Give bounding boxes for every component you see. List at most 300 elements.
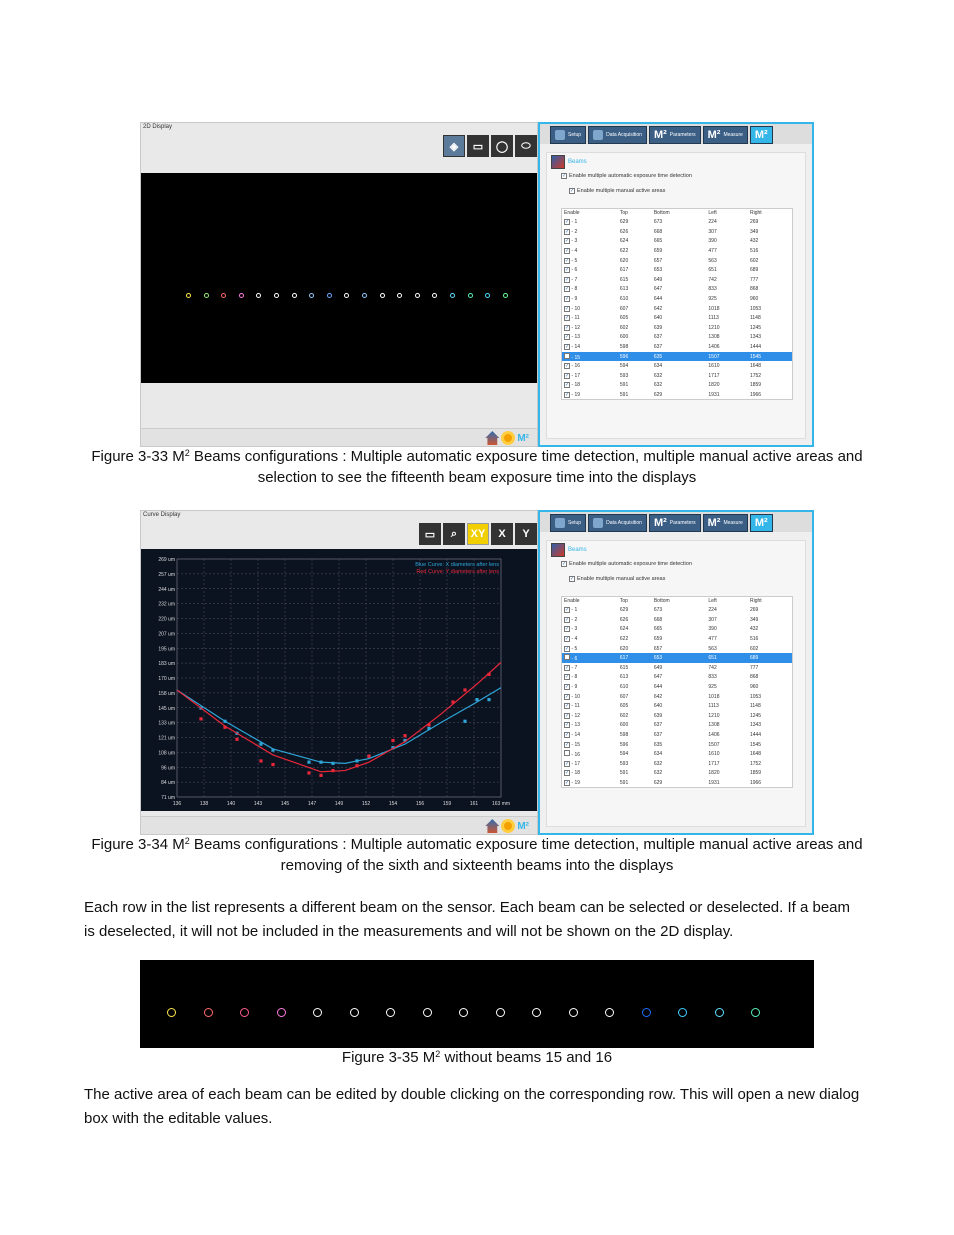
- row-checkbox[interactable]: ✓: [565, 732, 570, 739]
- table-cell: 653: [653, 267, 663, 274]
- table-cell: 1820: [708, 382, 720, 389]
- table-row[interactable]: [562, 769, 793, 779]
- table-row[interactable]: [562, 227, 793, 237]
- row-checkbox[interactable]: ✓: [565, 334, 570, 341]
- table-cell: 602: [749, 645, 759, 652]
- beam-spot: [678, 1008, 687, 1017]
- table-cell: 777: [749, 664, 759, 671]
- table-cell: 516: [749, 636, 759, 643]
- beams-table: [561, 596, 793, 788]
- row-checkbox[interactable]: ✓: [565, 636, 570, 643]
- table-cell: 600: [619, 334, 629, 341]
- table-cell: 624: [619, 238, 629, 245]
- y-icon[interactable]: Y: [515, 523, 537, 545]
- row-checkbox[interactable]: ✓: [565, 276, 570, 283]
- table-cell: 637: [653, 722, 663, 729]
- image-icon[interactable]: ◈: [443, 135, 465, 157]
- table-cell: 665: [653, 238, 663, 245]
- row-checkbox[interactable]: ✓: [565, 770, 570, 777]
- data-point: [451, 700, 454, 703]
- table-cell: 659: [653, 248, 663, 255]
- tab-bar: [540, 512, 812, 532]
- table-row[interactable]: [562, 625, 793, 635]
- table-row[interactable]: [562, 265, 793, 275]
- enable-cell: ✓ - 5: [565, 257, 578, 264]
- table-cell: 640: [653, 703, 663, 710]
- beams-icon: [551, 543, 565, 557]
- table-row[interactable]: [562, 740, 793, 750]
- table-cell: 1113: [708, 315, 719, 322]
- m2-icon[interactable]: M²: [517, 820, 529, 832]
- column-header: Left: [708, 598, 717, 605]
- curve-chart: [141, 549, 538, 811]
- m2-icon[interactable]: M²: [517, 432, 529, 444]
- caption-text: Beams configurations : Multiple automatic exposure time detection, multiple manual active areas and removing of the sixth and sixteenth beams into the displays: [189, 836, 863, 874]
- beam-spot: [313, 1008, 322, 1017]
- row-checkbox[interactable]: ✓: [565, 712, 570, 719]
- table-cell: 269: [749, 219, 759, 226]
- row-checkbox[interactable]: [564, 750, 570, 756]
- row-checkbox[interactable]: ✓: [565, 741, 570, 748]
- print-icon[interactable]: ▭: [419, 523, 441, 545]
- tab-setup[interactable]: [550, 126, 586, 144]
- table-row[interactable]: [562, 615, 793, 625]
- table-cell: 742: [708, 276, 717, 283]
- table-cell: 626: [619, 616, 629, 623]
- table-cell: 1717: [708, 372, 720, 379]
- table-row[interactable]: [562, 749, 793, 759]
- y-tick-label: 71 um: [161, 795, 175, 801]
- table-cell: 632: [653, 760, 663, 767]
- x-tick-label: 152: [361, 801, 371, 807]
- table-cell: 925: [708, 296, 717, 303]
- table-cell: 1545: [748, 352, 793, 362]
- table-cell: 349: [749, 228, 759, 235]
- table-row[interactable]: [562, 218, 793, 228]
- table-row[interactable]: [562, 323, 793, 333]
- beams-group: [546, 540, 806, 827]
- table-cell: 432: [749, 626, 759, 633]
- table-cell: 1859: [749, 382, 762, 389]
- target-icon[interactable]: [501, 431, 515, 445]
- beam-spot: [362, 293, 367, 298]
- x-tick-label: 145: [280, 801, 290, 807]
- enable-cell: ✓ - 16: [565, 363, 581, 370]
- table-cell: 596: [618, 352, 652, 362]
- row-checkbox[interactable]: ✓: [565, 344, 570, 351]
- table-cell: 622: [619, 636, 629, 643]
- data-point: [307, 761, 310, 764]
- tab-m2[interactable]: [750, 514, 773, 532]
- beams-group: [546, 152, 806, 439]
- table-cell: 610: [619, 684, 629, 691]
- row-checkbox[interactable]: ✓: [565, 607, 570, 614]
- table-cell: 593: [619, 760, 629, 767]
- row-checkbox[interactable]: ✓: [565, 645, 570, 652]
- status-bar: [141, 816, 538, 834]
- beam-spot: [642, 1008, 651, 1017]
- table-cell: 689: [748, 653, 793, 663]
- row-checkbox[interactable]: ✓: [565, 296, 570, 303]
- table-cell: 689: [749, 267, 759, 274]
- auto-exposure-checkbox[interactable]: ✓ Enable multiple automatic exposure time detection: [562, 561, 692, 567]
- row-checkbox[interactable]: ✓: [565, 315, 570, 322]
- table-cell: 1018: [708, 305, 720, 312]
- table-cell: 642: [653, 693, 663, 700]
- table-cell: 833: [708, 286, 717, 293]
- manual-areas-checkbox[interactable]: ✓ Enable multiple manual active areas: [570, 188, 666, 194]
- y-tick-label: 195 um: [158, 646, 175, 653]
- enable-cell: ✓ - 13: [565, 334, 581, 341]
- row-checkbox[interactable]: ✓: [565, 363, 570, 370]
- table-cell: 591: [619, 391, 629, 398]
- table-cell: 629: [619, 219, 629, 226]
- table-row[interactable]: [562, 352, 793, 362]
- auto-exposure-checkbox[interactable]: ✓ Enable multiple automatic exposure time detection: [562, 173, 692, 179]
- table-cell: 1610: [708, 363, 720, 370]
- row-checkbox[interactable]: ✓: [565, 722, 570, 729]
- table-cell: 1053: [749, 693, 762, 700]
- table-cell: 617: [619, 267, 629, 274]
- checkbox-label: Enable multiple automatic exposure time detection: [569, 173, 692, 179]
- column-header: Bottom: [653, 210, 670, 217]
- table-row[interactable]: [562, 653, 793, 663]
- tab-label: Parameters: [669, 132, 696, 138]
- xy-icon[interactable]: XY: [467, 523, 489, 545]
- row-checkbox[interactable]: ✓: [565, 779, 570, 786]
- enable-cell: ✓ - 10: [565, 693, 581, 700]
- tab-data-acquisition[interactable]: [588, 126, 647, 144]
- row-checkbox[interactable]: ✓: [565, 693, 570, 700]
- x-tick-label: 161: [469, 801, 479, 807]
- enable-cell: ✓ - 8: [565, 674, 578, 681]
- home-icon[interactable]: [485, 431, 499, 445]
- fig34-caption: [90, 834, 864, 876]
- table-cell: 665: [653, 626, 663, 633]
- table-cell: 960: [749, 296, 759, 303]
- table-cell: 637: [653, 344, 663, 351]
- row-checkbox[interactable]: ✓: [565, 238, 570, 245]
- x-tick-label: 154: [388, 801, 398, 807]
- legend-red: Red Curve: Y diameters after lens: [416, 569, 499, 575]
- row-checkbox[interactable]: ✓: [565, 626, 570, 633]
- enable-cell: ✓ - 6: [565, 267, 578, 274]
- circle-icon[interactable]: ◯: [491, 135, 513, 157]
- tab-measure[interactable]: [703, 126, 748, 144]
- table-row[interactable]: [562, 711, 793, 721]
- table-row[interactable]: [562, 730, 793, 740]
- table-cell: 605: [619, 315, 629, 322]
- row-checkbox[interactable]: ✓: [565, 684, 570, 691]
- table-cell: 617: [618, 653, 652, 663]
- table-row[interactable]: [562, 381, 793, 391]
- row-checkbox[interactable]: ✓: [565, 257, 570, 264]
- paragraph-beam-selection: Each row in the list represents a different beam on the sensor. Each beam can be selected or deselected. If a beam is deselected, it will not be included in the measurements and will not be shown on the 2D display.: [84, 899, 851, 940]
- table-cell: 563: [708, 645, 717, 652]
- table-row[interactable]: [562, 634, 793, 644]
- tab-parameters[interactable]: [649, 126, 701, 144]
- y-tick-label: 108 um: [158, 750, 175, 757]
- beam-spot: [423, 1008, 432, 1017]
- y-tick-label: 257 um: [158, 571, 175, 578]
- row-checkbox[interactable]: [564, 654, 570, 660]
- table-row[interactable]: [562, 721, 793, 731]
- fig33-caption: [90, 446, 864, 488]
- table-cell: 657: [653, 645, 663, 652]
- row-checkbox[interactable]: ✓: [565, 674, 570, 681]
- caption-text: Figure 3-35 M: [341, 1049, 436, 1066]
- table-cell: 629: [619, 607, 629, 614]
- table-row[interactable]: [562, 246, 793, 256]
- y-tick-label: 244 um: [158, 586, 175, 593]
- tab-m2: M²: [707, 129, 721, 141]
- enable-cell: ✓ - 12: [565, 324, 581, 331]
- table-cell: 657: [653, 257, 663, 264]
- beam-spot: [327, 293, 332, 298]
- table-cell: 637: [653, 732, 663, 739]
- table-cell: 224: [708, 607, 717, 614]
- beam-spot: [432, 293, 437, 298]
- data-point: [355, 764, 358, 767]
- table-cell: 629: [653, 779, 663, 786]
- table-cell: 668: [653, 228, 663, 235]
- row-checkbox[interactable]: ✓: [565, 248, 570, 255]
- table-cell: 591: [619, 779, 629, 786]
- table-cell: 1148: [749, 315, 761, 322]
- table-row[interactable]: [562, 606, 793, 616]
- beam-spot: [532, 1008, 541, 1017]
- table-cell: 960: [749, 684, 759, 691]
- caption-sup: 2: [184, 836, 190, 846]
- tab-setup[interactable]: [550, 514, 586, 532]
- data-point: [235, 738, 238, 741]
- data-point: [391, 739, 394, 742]
- beam-spot: [274, 293, 279, 298]
- table-cell: 390: [708, 626, 717, 633]
- table-row[interactable]: [562, 285, 793, 295]
- table-cell: 1245: [749, 324, 762, 331]
- enable-cell: ✓ - 2: [565, 228, 578, 235]
- table-row[interactable]: [562, 778, 793, 788]
- beam-spot: [605, 1008, 614, 1017]
- row-checkbox[interactable]: ✓: [565, 616, 570, 623]
- table-cell: 1406: [708, 732, 720, 739]
- tab-label: Data Acquisition: [606, 520, 642, 526]
- beam-spot: [239, 293, 244, 298]
- y-tick-label: 183 um: [158, 661, 175, 668]
- table-row[interactable]: [562, 759, 793, 769]
- table-row[interactable]: [562, 663, 793, 673]
- data-point: [307, 771, 310, 774]
- row-checkbox[interactable]: ✓: [565, 372, 570, 379]
- table-row[interactable]: [562, 390, 793, 400]
- table-cell: 1053: [749, 305, 762, 312]
- beam-spot: [186, 293, 191, 298]
- table-row[interactable]: [562, 313, 793, 323]
- row-checkbox[interactable]: ✓: [565, 219, 570, 226]
- table-cell: 1308: [708, 334, 720, 341]
- data-point: [403, 734, 406, 737]
- table-row[interactable]: [562, 333, 793, 343]
- row-checkbox[interactable]: ✓: [565, 267, 570, 274]
- table-cell: 626: [619, 228, 629, 235]
- data-point: [199, 717, 202, 720]
- tab-measure[interactable]: [703, 514, 748, 532]
- tab-data-acquisition[interactable]: [588, 514, 647, 532]
- table-cell: 651: [708, 267, 717, 274]
- enable-cell: ✓ - 2: [565, 616, 578, 623]
- table-cell: 598: [619, 732, 629, 739]
- row-checkbox[interactable]: ✓: [565, 703, 570, 710]
- column-header: Top: [619, 598, 628, 605]
- enable-cell: ✓ - 18: [565, 770, 581, 777]
- y-tick-label: 220 um: [158, 616, 175, 623]
- enable-cell: ✓ - 18: [565, 382, 581, 389]
- tab-m2: M²: [653, 129, 667, 141]
- beam-spot: [485, 293, 490, 298]
- table-cell: 620: [619, 645, 629, 652]
- tab-label: Measure: [723, 132, 743, 138]
- beam-spot: [503, 293, 508, 298]
- table-cell: 594: [619, 363, 629, 370]
- zoom-icon[interactable]: ⌕: [443, 523, 465, 545]
- fig35-beam-strip: [140, 960, 814, 1048]
- y-tick-label: 84 um: [161, 780, 175, 787]
- table-cell: 1610: [708, 751, 720, 758]
- table-row[interactable]: [562, 294, 793, 304]
- table-row[interactable]: [562, 371, 793, 381]
- row-checkbox[interactable]: ✓: [565, 286, 570, 293]
- tab-m2[interactable]: [750, 126, 773, 144]
- data-point: [487, 673, 490, 676]
- legend-blue: Blue Curve: X diameters after lens: [415, 562, 499, 568]
- table-cell: 634: [653, 363, 663, 370]
- enable-cell: ✓ - 7: [565, 664, 578, 671]
- table-cell: 635: [652, 352, 707, 362]
- table-cell: 620: [619, 257, 629, 264]
- manual-areas-checkbox[interactable]: ✓ Enable multiple manual active areas: [570, 576, 666, 582]
- x-icon[interactable]: X: [491, 523, 513, 545]
- caption-sup: 2: [435, 1049, 441, 1059]
- table-row[interactable]: [562, 692, 793, 702]
- table-cell: 607: [619, 305, 629, 312]
- table-cell: 600: [619, 722, 629, 729]
- enable-cell: ✓ - 17: [565, 760, 581, 767]
- checkbox-label: Enable multiple automatic exposure time detection: [569, 561, 692, 567]
- table-row[interactable]: [562, 342, 793, 352]
- beam-spot: [496, 1008, 505, 1017]
- camera-icon: [593, 130, 603, 140]
- target-icon[interactable]: [501, 819, 515, 833]
- enable-cell: ✓ - 19: [565, 391, 581, 398]
- column-header: Bottom: [653, 598, 670, 605]
- checkbox-label: Enable multiple manual active areas: [577, 188, 666, 194]
- row-checkbox[interactable]: ✓: [565, 391, 570, 398]
- beam-spot: [450, 293, 455, 298]
- table-cell: 777: [749, 276, 759, 283]
- column-header: Right: [749, 210, 762, 217]
- table-cell: 635: [653, 741, 663, 748]
- table-row[interactable]: [562, 256, 793, 266]
- row-checkbox[interactable]: [564, 353, 570, 359]
- table-cell: 1717: [708, 760, 720, 767]
- table-row[interactable]: [562, 682, 793, 692]
- row-checkbox[interactable]: ✓: [565, 228, 570, 235]
- table-cell: 269: [749, 607, 759, 614]
- table-cell: 644: [653, 296, 663, 303]
- enable-cell: ✓ - 15: [565, 741, 581, 748]
- tab-parameters[interactable]: [649, 514, 701, 532]
- beam-spot: [167, 1008, 176, 1017]
- row-checkbox[interactable]: ✓: [565, 760, 570, 767]
- tab-bar: [540, 124, 812, 144]
- tab-label: Measure: [723, 520, 743, 526]
- beam-spot: [380, 293, 385, 298]
- row-checkbox[interactable]: ✓: [565, 324, 570, 331]
- x-tick-label: 163 mm: [491, 801, 511, 807]
- enable-cell: ✓ - 3: [565, 238, 578, 245]
- tab-m2: M²: [754, 129, 768, 141]
- enable-cell: ✓ - 10: [565, 305, 581, 312]
- table-cell: 1343: [749, 722, 762, 729]
- table-cell: 390: [708, 238, 717, 245]
- beam-spot: [397, 293, 402, 298]
- table-cell: 1343: [749, 334, 762, 341]
- fig34-beams-panel: [538, 510, 814, 835]
- table-cell: 591: [619, 382, 629, 389]
- table-row[interactable]: [562, 644, 793, 654]
- enable-cell: ✓ - 1: [565, 219, 578, 226]
- row-checkbox[interactable]: ✓: [565, 382, 570, 389]
- table-cell: 622: [619, 248, 629, 255]
- table-row[interactable]: [562, 701, 793, 711]
- x-tick-label: 140: [226, 801, 236, 807]
- table-cell: 1406: [708, 344, 720, 351]
- home-icon[interactable]: [485, 819, 499, 833]
- data-point: [367, 755, 370, 758]
- print-icon[interactable]: ▭: [467, 135, 489, 157]
- ellipse-icon[interactable]: ⬭: [515, 135, 537, 157]
- paragraph-edit-area: The active area of each beam can be edited by double clicking on the corresponding row. This will open a new dialog box with the editable values.: [84, 1086, 860, 1127]
- enable-cell: ✓ - 5: [565, 645, 578, 652]
- table-cell: 607: [619, 693, 629, 700]
- fig34-left-panel: [140, 510, 538, 835]
- table-row[interactable]: [562, 673, 793, 683]
- beams-table: [561, 208, 793, 400]
- table-cell: 642: [653, 305, 663, 312]
- table-row[interactable]: [562, 361, 793, 371]
- gear-icon: [555, 130, 565, 140]
- table-cell: 563: [708, 257, 717, 264]
- table-cell: 673: [653, 219, 663, 226]
- enable-cell: ✓ - 14: [565, 344, 581, 351]
- x-tick-label: 138: [199, 801, 209, 807]
- table-cell: 591: [619, 770, 629, 777]
- table-cell: 593: [619, 372, 629, 379]
- table-cell: 742: [708, 664, 717, 671]
- enable-cell: ✓ - 9: [565, 684, 578, 691]
- panel-title: Curve Display: [143, 512, 181, 518]
- enable-cell: ✓ - 3: [565, 626, 578, 633]
- table-cell: 649: [653, 664, 663, 671]
- row-checkbox[interactable]: ✓: [565, 664, 570, 671]
- table-row[interactable]: [562, 275, 793, 285]
- fig35-caption: [90, 1047, 864, 1068]
- table-row[interactable]: [562, 304, 793, 314]
- table-row[interactable]: [562, 237, 793, 247]
- row-checkbox[interactable]: ✓: [565, 305, 570, 312]
- table-cell: 673: [653, 607, 663, 614]
